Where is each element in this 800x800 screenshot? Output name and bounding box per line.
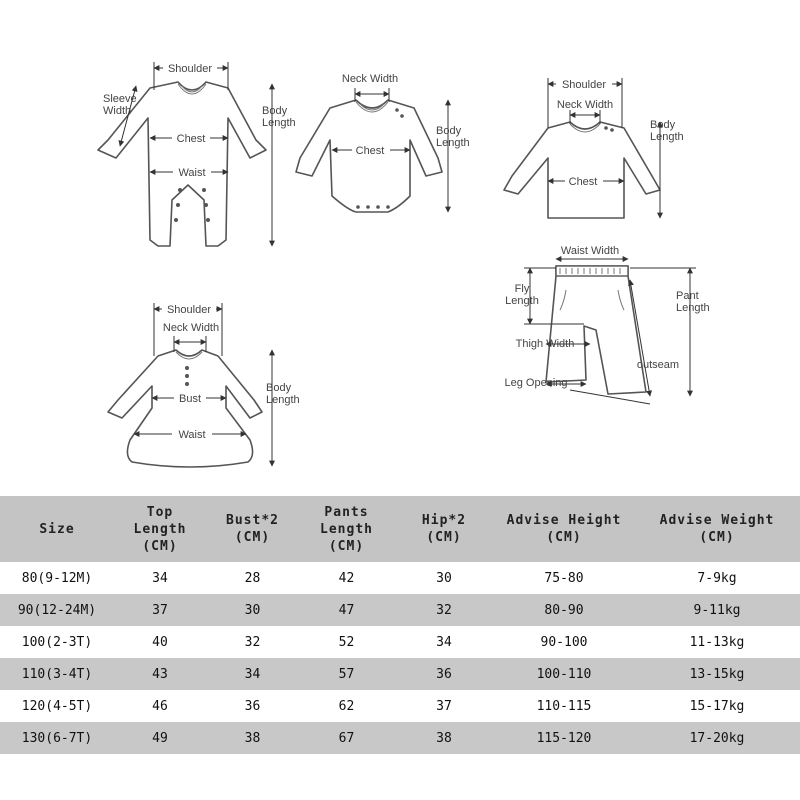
- table-cell: 11-13kg: [634, 626, 800, 658]
- table-cell: 17-20kg: [634, 722, 800, 754]
- dress-bust-label: Bust: [178, 393, 202, 405]
- table-cell: 38: [206, 722, 299, 754]
- bodysuit-diagram: [296, 73, 470, 212]
- table-cell: 32: [206, 626, 299, 658]
- table-cell: 43: [114, 658, 206, 690]
- bodysuit-chest-label: Chest: [355, 145, 385, 157]
- size-cell: 100(2-3T): [0, 626, 114, 658]
- dress-shoulder-label: Shoulder: [166, 304, 212, 316]
- bodysuit-body-length-label: Body Length: [436, 125, 470, 149]
- column-header-line: Length: [133, 521, 187, 537]
- table-cell: 46: [114, 690, 206, 722]
- size-cell: 90(12-24M): [0, 594, 114, 626]
- table-cell: 28: [206, 562, 299, 594]
- column-header-line: (CM): [546, 530, 582, 545]
- size-cell: 80(9-12M): [0, 562, 114, 594]
- table-cell: 62: [299, 690, 394, 722]
- column-header: [114, 496, 206, 562]
- table-row: [0, 690, 800, 722]
- table-cell: 42: [299, 562, 394, 594]
- table-cell: 47: [299, 594, 394, 626]
- column-header-line: (CM): [699, 530, 735, 545]
- table-cell: 15-17kg: [634, 690, 800, 722]
- table-cell: 9-11kg: [634, 594, 800, 626]
- table-cell: 7-9kg: [634, 562, 800, 594]
- column-header: [299, 496, 394, 562]
- table-cell: 80-90: [494, 594, 634, 626]
- sweater-diagram: [504, 77, 684, 218]
- dress-diagram: [108, 302, 300, 467]
- table-row: [0, 562, 800, 594]
- table-cell: 37: [114, 594, 206, 626]
- table-cell: 37: [394, 690, 494, 722]
- table-cell: 110-115: [494, 690, 634, 722]
- size-cell: 110(3-4T): [0, 658, 114, 690]
- column-header-line: (CM): [426, 530, 462, 545]
- column-header-line: (CM): [142, 538, 178, 554]
- column-header: [494, 496, 634, 562]
- pants-leg-opening-label: Leg Opening: [504, 377, 568, 389]
- romper-chest-label: Chest: [176, 133, 206, 145]
- size-cell: 120(4-5T): [0, 690, 114, 722]
- dress-neck-width-label: Neck Width: [162, 322, 220, 334]
- column-header-line: Hip*2: [421, 513, 467, 528]
- pants-waist-width-label: Waist Width: [560, 245, 620, 257]
- size-chart-table: [0, 496, 800, 754]
- column-header-line: Bust*2: [226, 513, 279, 528]
- sweater-shoulder-label: Shoulder: [561, 79, 607, 91]
- column-header: [206, 496, 299, 562]
- sweater-chest-label: Chest: [568, 176, 598, 188]
- table-body: [0, 562, 800, 754]
- table-row: [0, 658, 800, 690]
- table-cell: 30: [206, 594, 299, 626]
- pants-pant-length-label: Pant Length: [676, 290, 710, 314]
- table-cell: 57: [299, 658, 394, 690]
- column-header: [634, 496, 800, 562]
- table-cell: 32: [394, 594, 494, 626]
- size-cell: 130(6-7T): [0, 722, 114, 754]
- romper-diagram: [98, 61, 296, 246]
- pants-thigh-width-label: Thigh Width: [515, 338, 575, 350]
- pants-fly-length-label: Fly Length: [505, 283, 539, 307]
- sweater-neck-width-label: Neck Width: [556, 99, 614, 111]
- sweater-body-length-label: Body Length: [650, 119, 684, 143]
- table-header-row: [0, 496, 800, 562]
- table-cell: 67: [299, 722, 394, 754]
- column-header-line: (CM): [234, 530, 271, 545]
- table-cell: 100-110: [494, 658, 634, 690]
- table-cell: 13-15kg: [634, 658, 800, 690]
- table-cell: 52: [299, 626, 394, 658]
- table-row: [0, 594, 800, 626]
- table-cell: 34: [114, 562, 206, 594]
- table-cell: 75-80: [494, 562, 634, 594]
- table-cell: 36: [206, 690, 299, 722]
- table-cell: 49: [114, 722, 206, 754]
- table-cell: 90-100: [494, 626, 634, 658]
- column-header-line: (CM): [328, 538, 365, 554]
- table-row: [0, 626, 800, 658]
- column-header-line: Size: [39, 521, 75, 537]
- table-cell: 38: [394, 722, 494, 754]
- column-header-line: Advise Height: [506, 513, 622, 528]
- column-header-line: Advise Weight: [659, 513, 775, 528]
- table-cell: 34: [206, 658, 299, 690]
- table-cell: 40: [114, 626, 206, 658]
- pants-outseam-label: outseam: [636, 359, 680, 371]
- table-cell: 30: [394, 562, 494, 594]
- pants-diagram: [505, 245, 710, 404]
- column-header-line: Pants: [324, 504, 369, 520]
- dress-waist-label: Waist: [178, 429, 206, 441]
- dress-body-length-label: Body Length: [266, 382, 300, 406]
- romper-waist-label: Waist: [178, 167, 206, 179]
- column-header-line: Top: [146, 504, 174, 520]
- table-row: [0, 722, 800, 754]
- romper-body-length-label: Body Length: [262, 105, 296, 129]
- bodysuit-neck-width-label: Neck Width: [341, 73, 399, 85]
- column-header-line: Length: [320, 521, 373, 537]
- romper-shoulder-label: Shoulder: [167, 63, 213, 75]
- table-cell: 36: [394, 658, 494, 690]
- table-cell: 34: [394, 626, 494, 658]
- table-cell: 115-120: [494, 722, 634, 754]
- column-header: [394, 496, 494, 562]
- column-header: [0, 496, 114, 562]
- romper-sleeve-width-label: Sleeve Width: [103, 93, 137, 117]
